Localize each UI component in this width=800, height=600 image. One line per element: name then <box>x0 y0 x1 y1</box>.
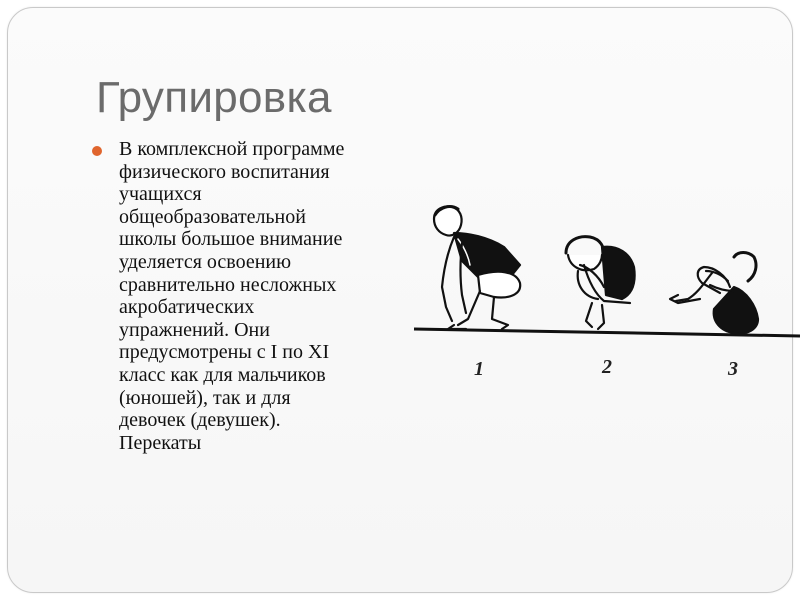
body-line: акробатических <box>119 296 255 319</box>
figure-1-squat <box>434 207 520 330</box>
body-line: В комплексной программе <box>119 138 345 160</box>
grouping-positions-illustration <box>408 195 800 390</box>
body-line: (юношей), так и для <box>119 386 291 409</box>
body-line: учащихся <box>119 183 202 206</box>
body-line: предусмотрены с I по XI <box>119 341 330 364</box>
body-line: упражнений. Они <box>119 318 270 341</box>
figure-label-3: 3 <box>728 358 738 380</box>
body-line: девочек (девушек). <box>119 409 281 432</box>
figure-label-2: 2 <box>602 356 612 378</box>
bullet-dot-icon <box>92 146 102 156</box>
body-line: сравнительно несложных <box>119 273 337 296</box>
figure-2-crouch <box>566 237 635 329</box>
body-line: Перекаты <box>119 431 202 454</box>
figure-3-seated <box>670 253 758 334</box>
body-line: уделяется освоению <box>119 250 292 273</box>
body-line: общеобразовательной <box>119 205 306 228</box>
bullet-body-text <box>119 138 419 454</box>
body-line: класс как для мальчиков <box>119 363 326 386</box>
slide-title: Групировка <box>96 73 332 122</box>
figure-label-1: 1 <box>474 358 484 380</box>
body-line: школы большое внимание <box>119 228 343 251</box>
body-line: физического воспитания <box>119 160 330 183</box>
